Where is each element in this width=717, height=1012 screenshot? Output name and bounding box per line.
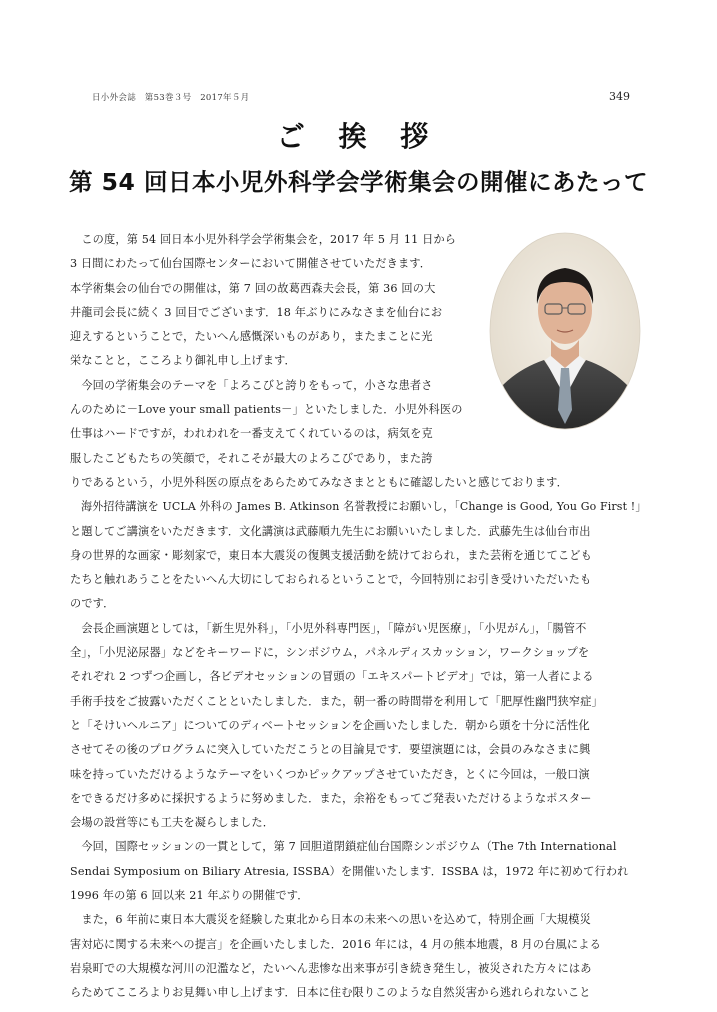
body-line: この度，第 54 回日本小児外科学会学術集会を，2017 年 5 月 11 日から	[70, 233, 457, 246]
body-line: 会長企画演題としては，「新生児外科」，「小児外科専門医」，「障がい児医療」，「小児がん」，「腸管不	[70, 621, 587, 635]
body-line: 手術手技をご披露いただくことといたしました．また，朝一番の時間帯を利用して「肥厚性幽門狭窄症」	[70, 694, 603, 708]
body-line: 今回，国際セッションの一貫として，第 7 回胆道閉鎖症仙台国際シンポジウム（The 7th International	[70, 840, 617, 854]
body-line: 井龍司会長に続く 3 回目でございます．18 年ぶりにみなさまを仙台にお	[70, 305, 443, 319]
body-line: らためてこころよりお見舞い申し上げます．日本に住む限りこのような自然災害から逃れられないこと	[70, 986, 591, 1000]
page-title: ご 挨 拶	[276, 120, 441, 153]
body-line: のです．	[70, 597, 115, 611]
body-line: と「そけいヘルニア」についてのディベートセッションを企画いたしました．朝から頭を十分に活性化	[70, 718, 590, 732]
body-line: それぞれ 2 つずつ企画し，各ビデオセッションの冒頭の「エキスパートビデオ」では，第一人者による	[70, 670, 594, 684]
body-line: んのために－Love your small patients－」といたしました．小児外科医の	[70, 403, 463, 417]
body-line: 海外招待講演を UCLA 外科の James B. Atkinson 名誉教授にお願いし，「Change is Good, You Go First !」	[70, 500, 647, 514]
body-line: と題してご講演をいただきます．文化講演は武藤順九先生にお願いいたしました．武藤先生は仙台市出	[70, 524, 591, 538]
body-line: 会場の設営等にも工夫を凝らしました．	[70, 816, 275, 830]
body-line: 害対応に関する未来への提言」を企画いたしました．2016 年には，4 月の熊本地震，8 月の台風による	[70, 937, 601, 951]
body-line: 岩泉町での大規模な河川の氾濫など，たいへん悲惨な出来事が引き続き発生し，被災された方々にはあ	[70, 961, 592, 975]
page-number: 349	[609, 90, 630, 103]
body-line: 本学術集会の仙台での開催は，第 7 回の故葛西森夫会長，第 36 回の大	[70, 281, 436, 295]
body-line: 3 日間にわたって仙台国際センターにおいて開催させていただきます．	[70, 257, 432, 271]
body-line: 服したこどもたちの笑顔で，それこそが最大のよろこびであり，また誇	[70, 451, 433, 465]
body-line: させてその後のプログラムに突入していただこうとの目論見です．要望演題には，会員のみなさまに興	[70, 743, 591, 757]
body-line: たちと触れあうことをたいへん大切にしておられるということで，今回特別にお引き受けいただいたも	[70, 573, 592, 587]
body-line: Sendai Symposium on Biliary Atresia, ISSBA）を開催いたします．ISSBA は，1972 年に初めて行われ	[70, 864, 629, 878]
body-line: 仕事はハードですが，われわれを一番支えてくれているのは，病気を克	[70, 427, 433, 441]
page-subtitle: 第 54 回日本小児外科学会学術集会の開催にあたって	[68, 168, 649, 196]
body-line: りであるという，小児外科医の原点をあらためてみなさまとともに確認したいと感じております．	[70, 475, 568, 489]
body-line: 味を持っていただけるようなテーマをいくつかピックアップさせていただき，とくに今回は，一般口演	[70, 767, 590, 781]
body-line: 身の世界的な画家・彫刻家で，東日本大震災の復興支援活動を続けておられ，また芸術を通じてこども	[70, 548, 592, 562]
body-line: また，6 年前に東日本大震災を経験した東北から日本の未来への思いを込めて，特別企画「大規模災	[70, 913, 591, 927]
body-line: 1996 年の第 6 回以来 21 年ぶりの開催です．	[70, 889, 309, 903]
body-line: 栄なことと，こころより御礼申し上げます．	[70, 354, 296, 368]
body-line: 全」，「小児泌尿器」などをキーワードに，シンポジウム，パネルディスカッション，ワークショップを	[70, 646, 590, 660]
body-line: 今回の学術集会のテーマを「よろこびと誇りをもって，小さな患者さ	[70, 378, 433, 392]
body-line: 迎えするということで，たいへん感慨深いものがあり，またまことに光	[70, 330, 433, 344]
article-body	[70, 228, 646, 1006]
body-line: をできるだけ多めに採択するように努めました．また，余裕をもってご発表いただけるようなポスター	[70, 791, 592, 805]
journal-header: 日小外会誌 第53巻３号 2017年５月	[92, 93, 250, 103]
